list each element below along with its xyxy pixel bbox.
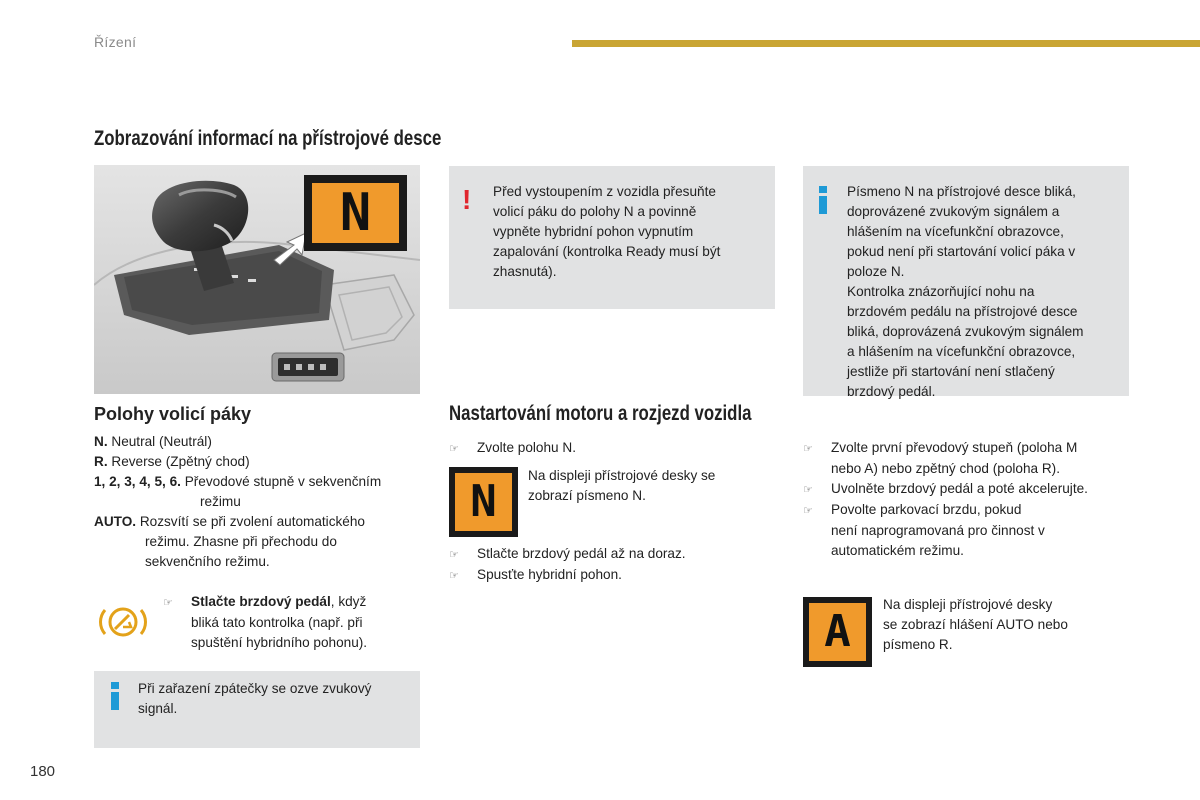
warning-text: Před vystoupením z vozidla přesuňte volicí páku do polohy N a povinně vypněte hybridní pohon vypnutím zapalování (kontrolka Ready musí být zhasnutá).	[493, 184, 721, 279]
position-auto: AUTO. Rozsvítí se při zvolení automatického	[94, 514, 365, 529]
brake-pedal-warning-icon	[98, 602, 148, 648]
exclamation-icon: !	[462, 184, 472, 215]
header-accent-bar	[572, 40, 1200, 47]
right-steps: ☞ Zvolte první převodový stupeň (poloha M nebo A) nebo zpětný chod (poloha R). ☞ Uvolněte brzdový pedál a poté akcelerujte. ☞ Povolte parkovací brzdu, pokud není naprogramovaná pro činnost v automatickém režimu.	[803, 440, 1088, 558]
a-badge-caption: Na displeji přístrojové desky se zobrazí hlášení AUTO nebo písmeno R.	[883, 597, 1068, 652]
positions-title: Polohy volicí páky	[94, 404, 252, 424]
start-steps-2-3: ☞ Stlačte brzdový pedál až na doraz. ☞ Spusťte hybridní pohon.	[449, 546, 686, 582]
position-gears: 1, 2, 3, 4, 5, 6. Převodové stupně v sekvenčním	[94, 474, 382, 489]
info-text-bottom: Při zařazení zpátečky se ozve zvukový signál.	[138, 681, 372, 716]
info-text-top: Písmeno N na přístrojové desce bliká, doprovázené zvukovým signálem a hlášením na vícefunkční obrazovce, pokud není při startování volicí páka v poloze N. Kontrolka znázorňující nohu na brzdovém pedálu na přístrojové desce bliká, doprovázená zvukovým signálem a hlášením na vícefunkční obrazovce, jestliže při startování není stlačený brzdový pedál.	[847, 184, 1084, 399]
display-n-badge: N	[449, 467, 518, 537]
start-section-title: Nastartování motoru a rozjezd vozidla	[449, 402, 752, 425]
position-n: N. Neutral (Neutrál)	[94, 434, 212, 449]
info-icon	[109, 682, 121, 710]
warning-box	[449, 166, 775, 309]
start-step-1: ☞ Zvolte polohu N.	[449, 440, 576, 455]
page-number: 180	[30, 763, 56, 780]
info-icon	[817, 186, 829, 214]
gear-lever-illustration	[94, 165, 420, 394]
brake-note: ☞ Stlačte brzdový pedál, když bliká tato kontrolka (např. při spuštění hybridního pohonu).	[163, 594, 368, 650]
section-label: Řízení	[94, 34, 137, 50]
positions-list: N. Neutral (Neutrál) R. Reverse (Zpětný chod) 1, 2, 3, 4, 5, 6. Převodové stupně v sekvenčním režimu AUTO. Rozsvítí se při zvolení automatického režimu. Zhasne při přechodu do sekvenčního režimu.	[94, 432, 424, 572]
info-box-bottom	[94, 671, 420, 748]
n-badge-caption: Na displeji přístrojové desky se zobrazí písmeno N.	[528, 468, 716, 503]
position-r: R. Reverse (Zpětný chod)	[94, 454, 250, 469]
page-title: Zobrazování informací na přístrojové desce	[94, 127, 442, 150]
display-n-indicator: N	[304, 175, 407, 251]
info-box-top	[803, 166, 1129, 399]
display-a-badge: A	[803, 597, 872, 667]
